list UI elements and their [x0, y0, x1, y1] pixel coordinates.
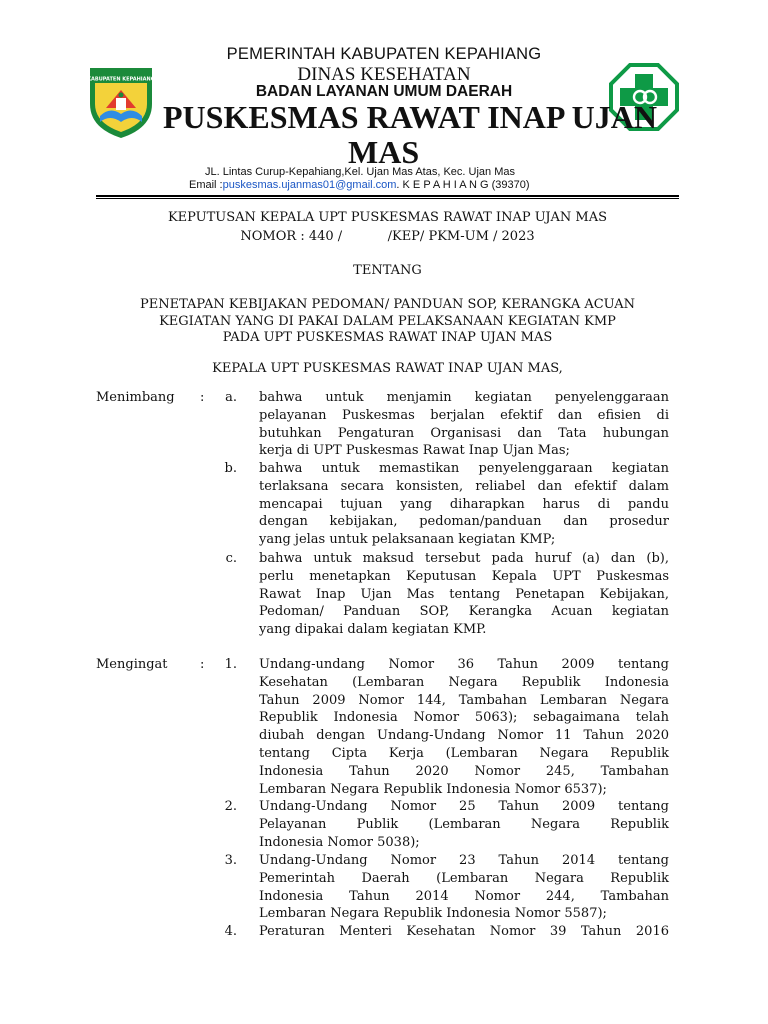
address: JL. Lintas Curup-Kepahiang,Kel. Ujan Mas Atas, Kec. Ujan Mas — [205, 166, 515, 178]
text-line: butuhkan Pengaturan Organisasi dan Tata hubungan — [259, 425, 669, 441]
mengingat-marker: 4. — [224, 924, 237, 939]
text-line: Undang-Undang Nomor 23 Tahun 2014 tentang — [259, 853, 669, 868]
text-line: Undang-undang Nomor 36 Tahun 2009 tentang — [259, 657, 669, 672]
mengingat-item — [259, 852, 669, 923]
text-line: dengan kebijakan, pedoman/panduan dan prosedur — [259, 514, 669, 530]
text-line: bahwa untuk memastikan penyelenggaraan kegiatan — [259, 461, 669, 476]
mengingat-marker: 1. — [224, 657, 237, 672]
menimbang-label: Menimbang — [96, 390, 175, 405]
mengingat-colon: : — [200, 657, 205, 672]
text-line: Peraturan Menteri Kesehatan Nomor 39 Tahun 2016 — [259, 924, 669, 939]
email-link[interactable]: puskesmas.ujanmas01@gmail.com — [222, 179, 397, 191]
text-line: Tahun 2009 Nomor 144, Tambahan Lembaran Negara — [259, 692, 669, 708]
decree-subject-line: KEGIATAN YANG DI PAKAI DALAM PELAKSANAAN KEGIATAN KMP — [159, 313, 616, 329]
menimbang-marker: a. — [225, 390, 237, 405]
text-line: Lembaran Negara Republik Indonesia Nomor 6537); — [259, 781, 607, 797]
puskesmas-name-continued: MAS — [348, 134, 420, 170]
text-line: Indonesia Nomor 5038); — [259, 834, 420, 850]
decree-authority: KEPALA UPT PUSKESMAS RAWAT INAP UJAN MAS, — [212, 361, 563, 376]
menimbang-colon: : — [200, 390, 205, 405]
text-line: Undang-Undang Nomor 25 Tahun 2009 tentang — [259, 799, 669, 814]
text-line: Rawat Inap Ujan Mas tentang Penetapan Kebijakan, — [259, 586, 669, 602]
mengingat-item — [259, 798, 669, 851]
text-line: yang jelas untuk pelaksanaan kegiatan KMP; — [259, 532, 556, 548]
text-line: pelayanan Puskesmas berjalan efektif dan efisien di — [259, 407, 669, 423]
text-line: yang dipakai dalam kegiatan KMP. — [259, 622, 487, 638]
text-line: Pemerintah Daerah (Lembaran Negara Republik — [259, 870, 669, 886]
email-suffix: . K E P A H I A N G (39370) — [396, 179, 530, 191]
menimbang-marker: b. — [224, 461, 237, 476]
decree-title: KEPUTUSAN KEPALA UPT PUSKESMAS RAWAT INAP UJAN MAS — [167, 210, 608, 225]
menimbang-item — [259, 389, 669, 460]
text-line: tentang Cipta Kerja (Lembaran Negara Republik — [259, 745, 669, 761]
email-label: Email : — [189, 179, 223, 191]
mengingat-item — [259, 656, 669, 798]
text-line: Lembaran Negara Republik Indonesia Nomor 5587); — [259, 906, 607, 922]
emblem-text: KABUPATEN KEPAHIANG — [87, 76, 155, 83]
menimbang-marker: c. — [225, 551, 237, 566]
decree-subject-line: PADA UPT PUSKESMAS RAWAT INAP UJAN MAS — [222, 330, 553, 345]
puskesmas-name: PUSKESMAS RAWAT INAP UJAN — [163, 99, 657, 135]
mengingat-marker: 2. — [224, 799, 237, 814]
decree-number: NOMOR : 440 / /KEP/ PKM-UM / 2023 — [240, 229, 535, 244]
text-line: bahwa untuk maksud tersebut pada huruf (a) dan (b), — [259, 551, 669, 566]
text-line: terlaksana secara konsisten, reliabel dan efektif dalam — [259, 478, 669, 494]
letterhead-divider — [96, 195, 679, 199]
text-line: diubah dengan Undang-Undang Nomor 11 Tahun 2020 — [259, 728, 669, 744]
tentang-heading: TENTANG — [353, 263, 422, 278]
text-line: Pelayanan Publik (Lembaran Negara Republik — [259, 816, 669, 832]
text-line: Kesehatan (Lembaran Negara Republik Indonesia — [259, 674, 669, 690]
text-line: kerja di UPT Puskesmas Rawat Inap Ujan Mas; — [259, 443, 570, 459]
government-name: PEMERINTAH KABUPATEN KEPAHIANG — [226, 45, 542, 63]
blud-name: BADAN LAYANAN UMUM DAERAH — [255, 83, 513, 100]
mengingat-label: Mengingat — [96, 657, 168, 672]
decree-subject-line: PENETAPAN KEBIJAKAN PEDOMAN/ PANDUAN SOP, KERANGKA ACUAN — [139, 297, 635, 312]
text-line: Indonesia Tahun 2020 Nomor 245, Tambahan — [259, 763, 669, 779]
text-line: mencapai tujuan yang diharapkan harus di pandu — [259, 496, 669, 512]
text-line: Pedoman/ Panduan SOP, Kerangka Acuan kegiatan — [259, 604, 669, 620]
decree-subject — [96, 297, 679, 347]
text-line: Indonesia Tahun 2014 Nomor 244, Tambahan — [259, 888, 669, 904]
email-line — [189, 179, 530, 191]
menimbang-item — [259, 550, 669, 639]
mengingat-marker: 3. — [224, 853, 237, 868]
text-line: bahwa untuk menjamin kegiatan penyelenggaraan — [259, 390, 669, 405]
department-name: DINAS KESEHATAN — [297, 64, 471, 85]
menimbang-item — [259, 460, 669, 549]
mengingat-item — [259, 923, 669, 941]
text-line: Republik Indonesia Nomor 5063); sebagaimana telah — [259, 710, 669, 726]
text-line: perlu menetapkan Keputusan Kepala UPT Puskesmas — [259, 568, 669, 584]
